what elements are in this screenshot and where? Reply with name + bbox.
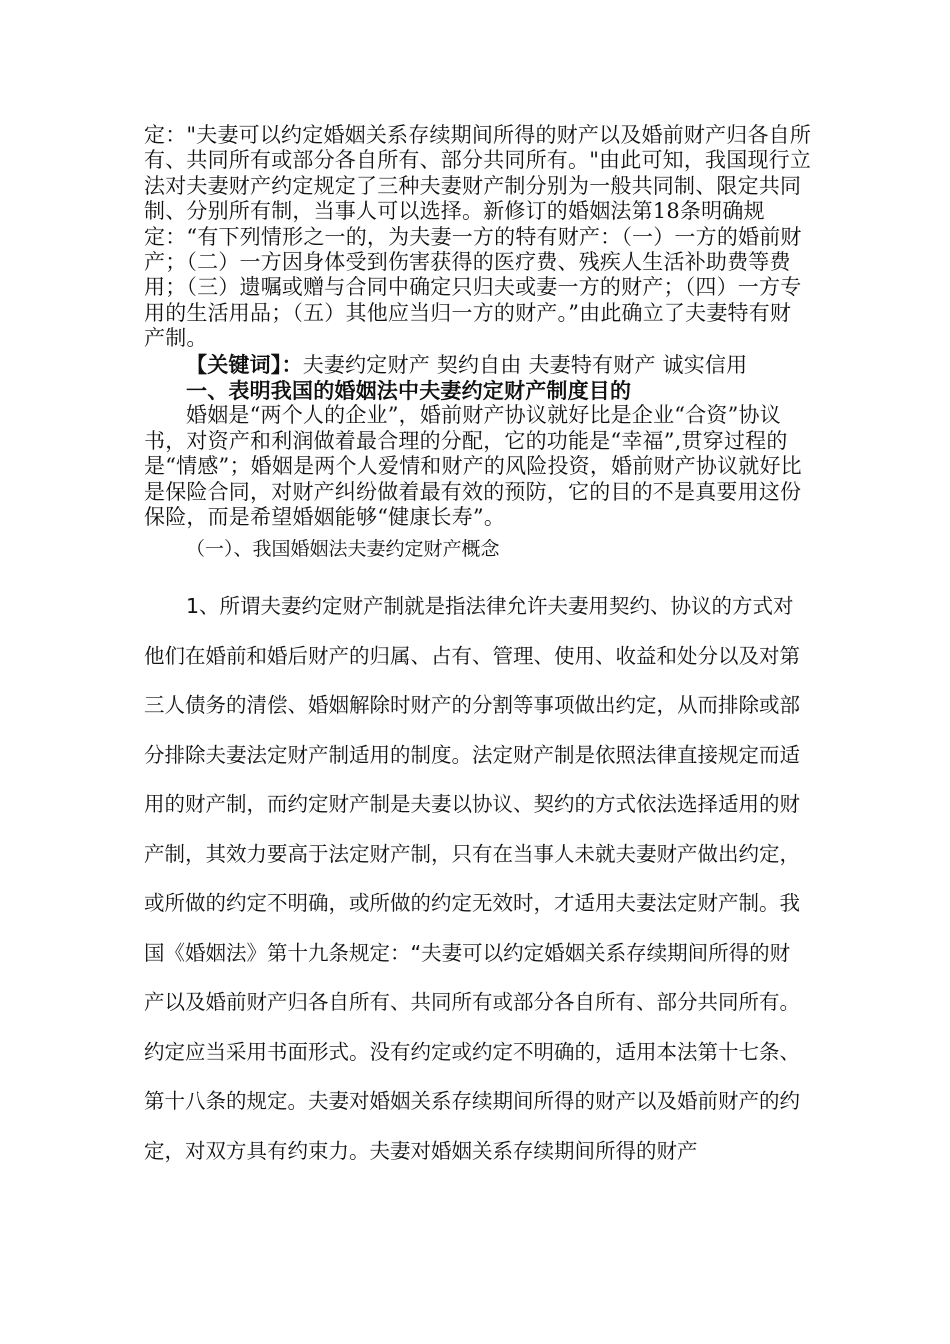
keywords-text: 夫妻约定财产 契约自由 夫妻特有财产 诚实信用 [302, 352, 748, 377]
keywords-label: 【关键词】： [186, 351, 303, 377]
serif-text-block [144, 123, 812, 531]
keywords-line [144, 352, 812, 378]
subsection-paragraph: 1、所谓夫妻约定财产制就是指法律允许夫妻用契约、协议的方式对他们在婚前和婚后财产的归属、占有、管理、使用、收益和处分以及对第三人债务的清偿、婚姻解除时财产的分割等事项做出约定，从而排除或部分排除夫妻法定财产制适用的制度。法定财产制是依照法律直接规定而适用的财产制，而约定财产制是夫妻以协议、契约的方式依法选择适用的财产制，其效力要高于法定财产制，只有在当事人未就夫妻财产做出约定，或所做的约定不明确，或所做的约定无效时，才适用夫妻法定财产制。我国《婚姻法》第十九条规定：“夫妻可以约定婚姻关系存续期间所得的财产以及婚前财产归各自所有、共同所有或部分各自所有、部分共同所有。约定应当采用书面形式。没有约定或约定不明确的，适用本法第十七条、第十八条的规定。夫妻对婚姻关系存续期间所得的财产以及婚前财产的约定，对双方具有约束力。夫妻对婚姻关系存续期间所得的财产 [144, 594, 800, 1163]
subsection-heading: （一）、我国婚姻法夫妻约定财产概念 [186, 538, 500, 560]
intro-paragraph: 定："夫妻可以约定婚姻关系存续期间所得的财产以及婚前财产归各自所有、共同所有或部分各自所有、部分共同所有。"由此可知，我国现行立法对夫妻财产约定规定了三种夫妻财产制分别为一般共同制、限定共同制、分别所有制，当事人可以选择。新修订的婚姻法第18条明确规定：“有下列情形之一的，为夫妻一方的特有财产：（一）一方的婚前财产；（二）一方因身体受到伤害获得的医疗费、残疾人生活补助费等费用；（三）遗嘱或赠与合同中确定只归夫或妻一方的财产；（四）一方专用的生活用品；（五）其他应当归一方的财产。”由此确立了夫妻特有财产制。 [144, 123, 812, 351]
sans-text-block [144, 582, 808, 1176]
section-1-heading: 一、表明我国的婚姻法中夫妻约定财产制度目的 [186, 378, 632, 404]
section-1-paragraph: 婚姻是“两个人的企业”，婚前财产协议就好比是企业“合资”协议书，对资产和利润做着最合理的分配，它的功能是“幸福”,贯穿过程的是“情感”；婚姻是两个人爱情和财产的风险投资，婚前财产协议就好比是保险合同，对财产纠纷做着最有效的预防，它的目的不是真要用这份保险，而是希望婚姻能够“健康长寿”。 [144, 403, 802, 530]
